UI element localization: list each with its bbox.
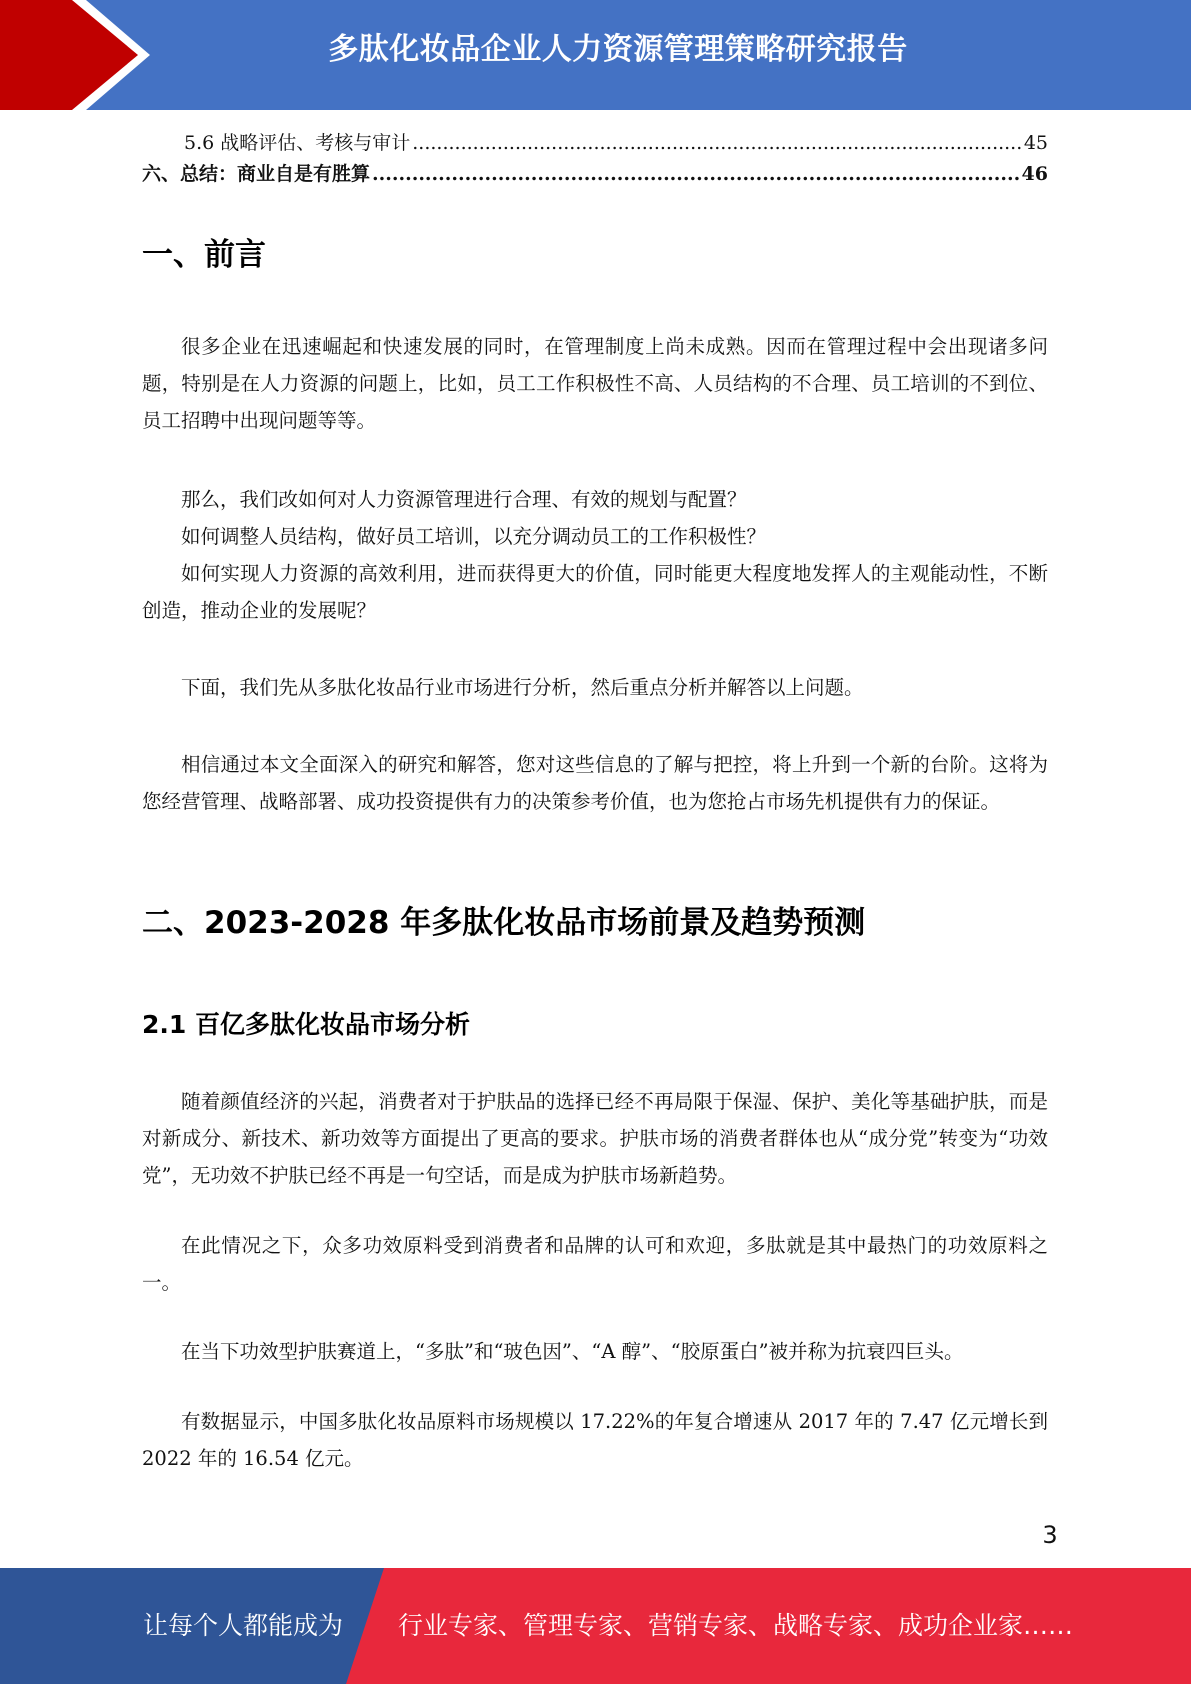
page-number: 3	[1042, 1521, 1058, 1549]
section-heading: 二、2023-2028 年多肽化妆品市场前景及趋势预测	[142, 905, 866, 941]
paragraph: 如何调整人员结构，做好员工培训，以充分调动员工的工作积极性？	[181, 525, 767, 548]
section-heading: 一、前言	[142, 237, 266, 273]
toc-entry-page: 46	[1021, 163, 1048, 185]
toc-leader-dots	[372, 160, 1020, 188]
subsection-heading: 2.1 百亿多肽化妆品市场分析	[142, 1010, 470, 1039]
report-title: 多肽化妆品企业人力资源管理策略研究报告	[328, 32, 908, 67]
paragraph: 有数据显示，中国多肽化妆品原料市场规模以 17.22%的年复合增速从 2017 年的 7.47 亿元增长到 2022 年的 16.54 亿元。	[142, 1410, 1048, 1470]
paragraph: 下面，我们先从多肽化妆品行业市场进行分析，然后重点分析并解答以上问题。	[181, 676, 864, 699]
page-footer	[0, 1568, 1191, 1684]
paragraph: 很多企业在迅速崛起和快速发展的同时，在管理制度上尚未成熟。因而在管理过程中会出现诸多问题，特别是在人力资源的问题上，比如，员工工作积极性不高、人员结构的不合理、员工培训的不到位、员工招聘中出现问题等等。	[142, 335, 1048, 432]
toc-leader-dots	[412, 129, 1022, 157]
toc-entry-label: 六、总结：商业自是有胜算	[142, 163, 371, 185]
page-header	[0, 0, 1191, 110]
toc-entry[interactable]	[142, 160, 1048, 188]
paragraph: 相信通过本文全面深入的研究和解答，您对这些信息的了解与把控，将上升到一个新的台阶。这将为您经营管理、战略部署、成功投资提供有力的决策参考价值，也为您抢占市场先机提供有力的保证。	[142, 753, 1048, 813]
paragraph: 在当下功效型护肤赛道上，“多肽”和“玻色因”、“A 醇”、“胶原蛋白”被并称为抗衰四巨头。	[181, 1340, 964, 1363]
toc-entry-label: 5.6 战略评估、考核与审计	[184, 132, 411, 154]
paragraph: 随着颜值经济的兴起，消费者对于护肤品的选择已经不再局限于保湿、保护、美化等基础护肤，而是对新成分、新技术、新功效等方面提出了更高的要求。护肤市场的消费者群体也从“成分党”转变为“功效党”，无功效不护肤已经不再是一句空话，而是成为护肤市场新趋势。	[142, 1090, 1048, 1187]
paragraph: 在此情况之下，众多功效原料受到消费者和品牌的认可和欢迎，多肽就是其中最热门的功效原料之一。	[142, 1234, 1048, 1294]
toc-entry-page: 45	[1023, 132, 1048, 154]
toc-entry[interactable]	[142, 129, 1048, 157]
header-chevron-arrow	[0, 0, 138, 110]
paragraph: 如何实现人力资源的高效利用，进而获得更大的价值，同时能更大程度地发挥人的主观能动性，不断创造，推动企业的发展呢？	[142, 562, 1048, 622]
footer-slogan-right: 行业专家、管理专家、营销专家、战略专家、成功企业家……	[398, 1611, 1074, 1640]
footer-slogan-left: 让每个人都能成为	[143, 1611, 344, 1640]
paragraph: 那么，我们改如何对人力资源管理进行合理、有效的规划与配置？	[181, 488, 747, 511]
